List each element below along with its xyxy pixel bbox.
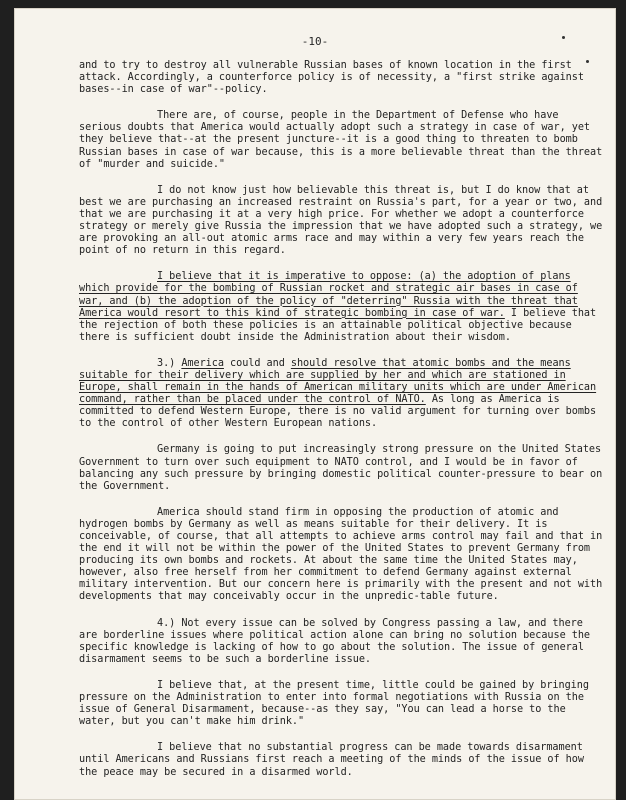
paragraph-text: and to try to destroy all vulnerable Russian bases of known location in the first attack. Accordingly, a counterforce policy is of necessity, a "first strike against bases--in case of war"--policy. <box>79 60 584 96</box>
margin-dot <box>562 36 565 39</box>
paragraph <box>79 60 603 96</box>
paragraph <box>79 358 603 431</box>
paragraph <box>79 110 603 170</box>
paragraph-text: Germany is going to put increasingly strong pressure on the United States Government to turn over such equipment to NATO control, and I would be in favor of balancing any such pressure by bringing domestic political counter-pressure to bear on the Government. <box>79 444 603 492</box>
paragraph <box>79 742 603 778</box>
paragraph <box>79 618 603 666</box>
paragraph-text: could and <box>223 357 291 369</box>
document-body <box>79 60 603 793</box>
paragraph-text: I believe that, at the present time, little could be gained by bringing pressure on the Administration to enter into formal negotiations with Russia on the issue of General Disarmament, because--as they say, "You can lead a horse to the water, but you can't make him drink." <box>79 679 589 728</box>
paragraph <box>79 680 603 728</box>
underlined-text: I believe that it is imperative to oppose: (a) the adoption of plans which provide for the bombing of Russian rocket and strategic air bases in case of war, and (b) the adoption of the policy of "deterring" Russia with the threat that America would resort to this kind of strategic bombing in case of war. <box>79 271 578 319</box>
paragraph-text: I believe that no substantial progress can be made towards disarmament until Americans and Russians first reach a meeting of the minds of the issue of how the peace may be secured in a disarmed world. <box>79 742 584 778</box>
paragraph-text: 4.) Not every issue can be solved by Congress passing a law, and there are borderline issues where political action alone can bring no solution because the specific knowledge is lacking of how to go about the solution. The issue of general disarmament seems to be such a borderline issue. <box>79 617 591 665</box>
underlined-text: should resolve that atomic bombs and the means suitable for their delivery which are supplied by her and which are stationed in Europe, shall remain in the hands of American military units which are under American command, rather than be placed under the control of NATO. <box>79 357 597 406</box>
underlined-text: America <box>181 357 224 369</box>
paragraph-text: I believe that the rejection of both these policies is an attainable political objective because there is sufficient doubt inside the Administration about their wisdom. <box>79 307 597 343</box>
paragraph <box>79 507 603 604</box>
page-number: -10- <box>301 35 329 48</box>
paragraph-text: As long as America is committed to defend Western Europe, there is no valid argument for turning over bombs to the control of other Western European nations. <box>79 394 597 430</box>
paragraph <box>79 271 603 344</box>
paragraph <box>79 185 603 258</box>
paragraph-text: I do not know just how believable this threat is, but I do know that at best we are purchasing an increased restraint on Russia's part, for a year or two, and that we are purchasing it at a very high price. For whether we adopt a counterforce strategy or merely give Russia the impression that we have adopted such a strategy, we are provoking an all-out atomic arms race and may within a very few years reach the point of no return in this regard. <box>79 184 603 257</box>
paragraph-text: 3.) <box>157 357 182 369</box>
paragraph-text: America should stand firm in opposing the production of atomic and hydrogen bombs by Germany as well as means suitable for their delivery. It is conceivable, of course, that all attempts to achieve arms control may fail and that in the end it will not be within the power of the United States to prevent Germany from producing its own bombs and rockets. At about the same time the United States may, however, also free herself from her commitment to defend Germany against external military intervention. But our concern here is primarily with the present and not with developments that may conceivably occur in the unpredic-table future. <box>79 506 603 603</box>
paragraph-text: There are, of course, people in the Department of Defense who have serious doubts that America would actually adopt such a strategy in case of war, yet they believe that--at the present juncture--it is a good thing to threaten to bomb Russian bases in case of war because, this is a more believable threat than the threat of "murder and suicide." <box>79 110 603 170</box>
paragraph <box>79 444 603 492</box>
document-page <box>14 8 616 800</box>
